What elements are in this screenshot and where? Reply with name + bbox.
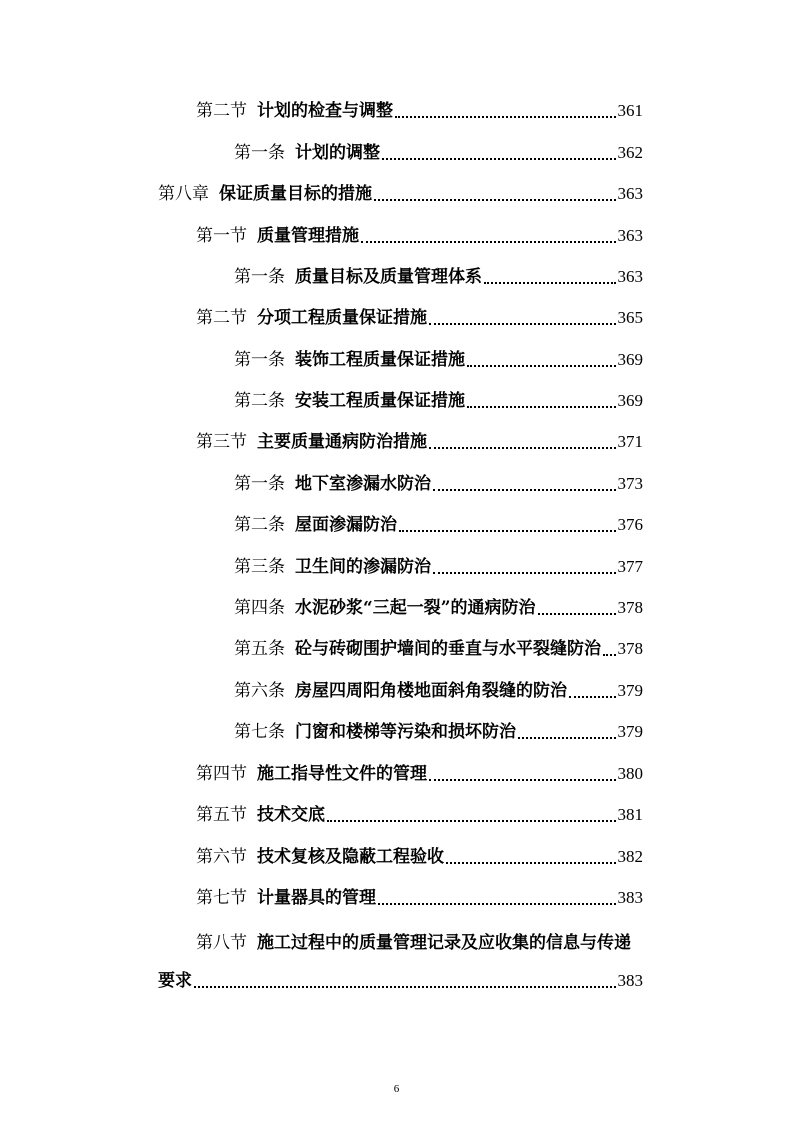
entry-title: 装饰工程质量保证措施 (295, 350, 465, 370)
toc-entry[interactable] (196, 802, 643, 826)
entry-page: 381 (617, 805, 643, 824)
entry-title: 砼与砖砌围护墙间的垂直与水平裂缝防治 (295, 639, 601, 659)
entry-title: 分项工程质量保证措施 (257, 308, 427, 328)
entry-page: 383 (617, 971, 643, 990)
dot-leader (382, 157, 616, 160)
entry-title: 技术交底 (257, 805, 325, 825)
entry-number: 第八章 (158, 184, 209, 204)
toc-entry[interactable] (234, 264, 643, 288)
entry-page: 363 (617, 226, 643, 245)
dot-leader (429, 322, 616, 325)
toc-entry[interactable] (196, 429, 643, 453)
entry-number: 第四条 (234, 598, 285, 618)
entry-page: 379 (617, 722, 643, 741)
entry-title-continued: 要求 (158, 971, 192, 991)
dot-leader (484, 281, 616, 284)
toc-entry[interactable] (234, 140, 643, 164)
toc-entry[interactable] (234, 512, 643, 536)
toc-entry[interactable] (196, 98, 643, 122)
dot-leader (194, 985, 616, 988)
entry-number: 第一条 (234, 143, 285, 163)
dot-leader (361, 240, 616, 243)
entry-page: 365 (617, 308, 643, 327)
entry-title: 房屋四周阳角楼地面斜角裂缝的防治 (295, 681, 567, 701)
dot-leader (446, 861, 616, 864)
dot-leader (429, 778, 616, 781)
entry-number: 第七节 (196, 888, 247, 908)
entry-number: 第三条 (234, 557, 285, 577)
dot-leader (538, 612, 616, 615)
dot-leader (378, 902, 616, 905)
entry-title: 施工指导性文件的管理 (257, 764, 427, 784)
dot-leader (518, 736, 616, 739)
toc-entry[interactable] (158, 181, 643, 205)
page-footer-number: 6 (393, 1083, 400, 1095)
toc-entry[interactable] (234, 554, 643, 578)
toc-entry[interactable] (234, 636, 643, 660)
toc-entry[interactable] (196, 844, 643, 868)
entry-number: 第三节 (196, 432, 247, 452)
entry-number: 第七条 (234, 722, 285, 742)
entry-number: 第一条 (234, 267, 285, 287)
dot-leader (569, 695, 616, 698)
entry-title: 计划的检查与调整 (257, 101, 393, 121)
entry-page: 378 (617, 639, 643, 658)
entry-title: 地下室渗漏水防治 (295, 474, 431, 494)
toc-entry[interactable] (196, 305, 643, 329)
entry-page: 369 (617, 350, 643, 369)
toc-entry-wrapped-line1[interactable] (196, 932, 631, 956)
dot-leader (399, 529, 616, 532)
entry-title: 计划的调整 (295, 143, 380, 163)
toc-entry[interactable] (234, 471, 643, 495)
entry-page: 362 (617, 143, 643, 162)
dot-leader (467, 405, 616, 408)
entry-title: 主要质量通病防治措施 (257, 432, 427, 452)
entry-title: 卫生间的渗漏防治 (295, 557, 431, 577)
toc-entry[interactable] (196, 885, 643, 909)
entry-number: 第六条 (234, 681, 285, 701)
entry-title: 门窗和楼梯等污染和损坏防治 (295, 722, 516, 742)
entry-title: 水泥砂浆“三起一裂”的通病防治 (295, 598, 536, 618)
entry-number: 第五节 (196, 805, 247, 825)
entry-page: 380 (617, 764, 643, 783)
entry-number: 第五条 (234, 639, 285, 659)
toc-entry[interactable] (234, 347, 643, 371)
entry-number: 第六节 (196, 847, 247, 867)
entry-number: 第一条 (234, 474, 285, 494)
dot-leader (374, 198, 616, 201)
entry-page: 377 (617, 557, 643, 576)
entry-title: 屋面渗漏防治 (295, 515, 397, 535)
entry-page: 378 (617, 598, 643, 617)
entry-number: 第一条 (234, 350, 285, 370)
entry-number: 第一节 (196, 226, 247, 246)
entry-page: 363 (617, 267, 643, 286)
entry-number: 第四节 (196, 764, 247, 784)
entry-number: 第二条 (234, 515, 285, 535)
entry-number: 第八节 (196, 933, 247, 953)
dot-leader (433, 571, 616, 574)
toc-entry[interactable] (234, 388, 643, 412)
entry-page: 361 (617, 101, 643, 120)
entry-title: 施工过程中的质量管理记录及应收集的信息与传递 (257, 933, 631, 953)
entry-number: 第二节 (196, 101, 247, 121)
entry-page: 371 (617, 432, 643, 451)
dot-leader (603, 653, 616, 656)
entry-page: 383 (617, 888, 643, 907)
entry-page: 379 (617, 681, 643, 700)
toc-entry[interactable] (196, 761, 643, 785)
dot-leader (395, 115, 616, 118)
entry-page: 363 (617, 184, 643, 203)
dot-leader (429, 446, 616, 449)
toc-entry[interactable] (234, 595, 643, 619)
entry-title: 计量器具的管理 (257, 888, 376, 908)
entry-page: 376 (617, 515, 643, 534)
dot-leader (433, 488, 616, 491)
entry-page: 369 (617, 391, 643, 410)
toc-entry-wrapped-line2[interactable] (158, 968, 643, 992)
dot-leader (327, 819, 616, 822)
toc-entry[interactable] (234, 678, 643, 702)
dot-leader (467, 364, 616, 367)
entry-page: 382 (617, 847, 643, 866)
entry-title: 技术复核及隐蔽工程验收 (257, 847, 444, 867)
entry-number: 第二节 (196, 308, 247, 328)
entry-page: 373 (617, 474, 643, 493)
entry-number: 第二条 (234, 391, 285, 411)
entry-title: 质量管理措施 (257, 226, 359, 246)
toc-entry[interactable] (196, 223, 643, 247)
toc-entry[interactable] (234, 719, 643, 743)
entry-title: 安装工程质量保证措施 (295, 391, 465, 411)
entry-title: 保证质量目标的措施 (219, 184, 372, 204)
entry-title: 质量目标及质量管理体系 (295, 267, 482, 287)
